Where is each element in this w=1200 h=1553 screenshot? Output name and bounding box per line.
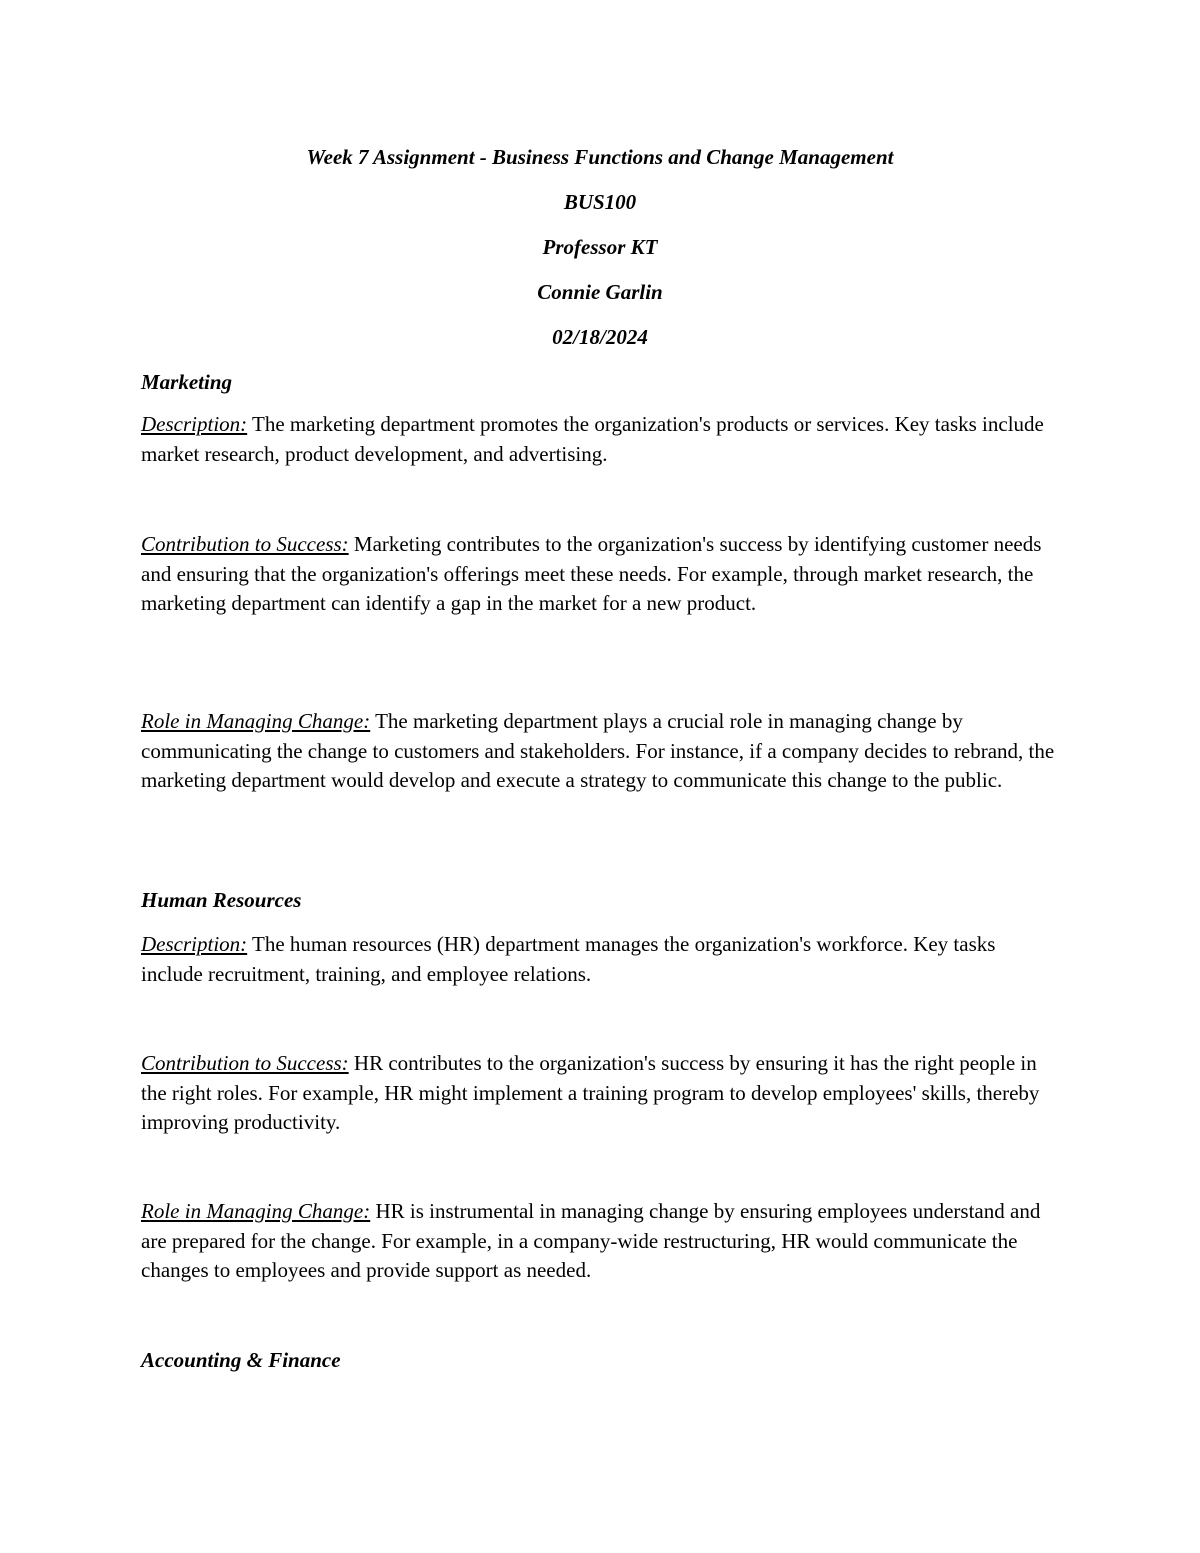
description-label: Description: [141, 412, 248, 436]
section-heading-accounting-finance: Accounting & Finance [141, 1348, 341, 1372]
contribution-label: Contribution to Success: [141, 532, 349, 556]
hr-role-in-change [141, 1197, 1061, 1286]
section-heading-human-resources: Human Resources [141, 888, 302, 912]
description-text: The marketing department promotes the organization's products or services. Key tasks include market research, product development, and advertising. [141, 412, 1044, 466]
contribution-label: Contribution to Success: [141, 1051, 349, 1075]
submission-date: 02/18/2024 [552, 325, 648, 349]
hr-description [141, 930, 1061, 989]
course-code: BUS100 [563, 190, 637, 214]
student-name: Connie Garlin [537, 280, 663, 304]
document-title: Week 7 Assignment - Business Functions and Change Management [306, 145, 894, 169]
role-in-change-label: Role in Managing Change: [141, 1199, 371, 1223]
role-in-change-label: Role in Managing Change: [141, 709, 371, 733]
description-text: The human resources (HR) department manages the organization's workforce. Key tasks include recruitment, training, and employee relations. [141, 932, 996, 986]
marketing-role-in-change [141, 707, 1061, 796]
marketing-contribution [141, 530, 1061, 619]
role-in-change-text: The marketing department plays a crucial role in managing change by communicating the change to customers and stakeholders. For instance, if a company decides to rebrand, the marketing department would develop and execute a strategy to communicate this change to the public. [141, 709, 1055, 792]
role-in-change-text: HR is instrumental in managing change by ensuring employees understand and are prepared for the change. For example, in a company-wide restructuring, HR would communicate the changes to employees and provide support as needed. [141, 1199, 1041, 1282]
contribution-text: HR contributes to the organization's success by ensuring it has the right people in the right roles. For example, HR might implement a training program to develop employees' skills, thereby improving productivity. [141, 1051, 1040, 1134]
hr-contribution [141, 1049, 1061, 1138]
section-heading-marketing: Marketing [141, 370, 233, 394]
contribution-text: Marketing contributes to the organization's success by identifying customer needs and ensuring that the organization's offerings meet these needs. For example, through market research, the marketing department can identify a gap in the market for a new product. [141, 532, 1042, 615]
professor-name: Professor KT [542, 235, 658, 259]
description-label: Description: [141, 932, 248, 956]
marketing-description [141, 410, 1061, 469]
